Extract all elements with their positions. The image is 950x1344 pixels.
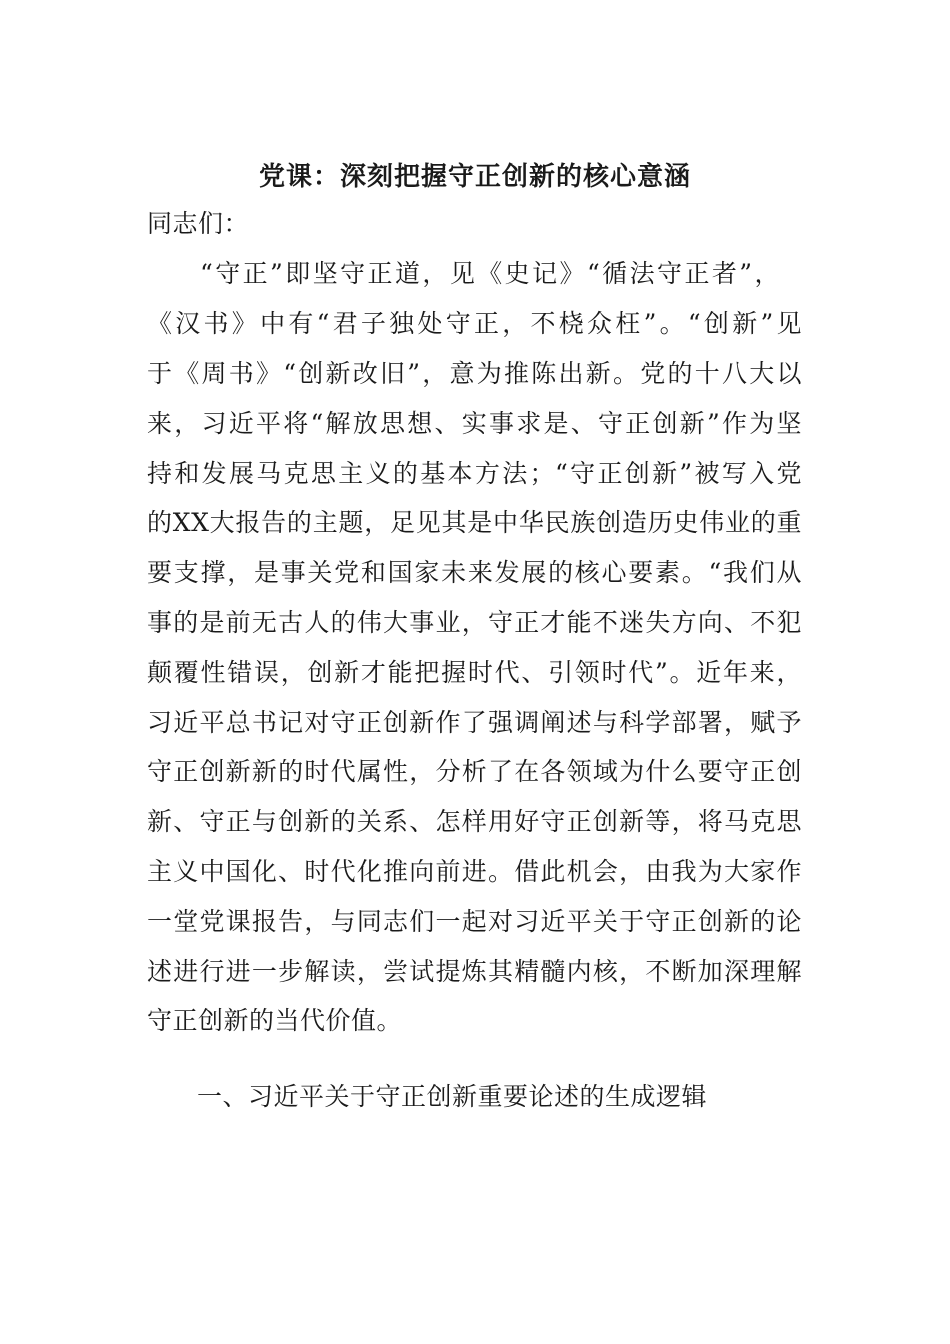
paragraph-line: 主义中国化、时代化推向前进。借此机会，由我为大家作 bbox=[147, 857, 802, 886]
paragraph-line: 守正创新新的时代属性，分析了在各领域为什么要守正创 bbox=[147, 757, 802, 786]
paragraph-line: 一堂党课报告，与同志们一起对习近平关于守正创新的论 bbox=[147, 907, 802, 936]
paragraph-line: 的XX大报告的主题，足见其是中华民族创造历史伟业的重 bbox=[147, 508, 802, 537]
paragraph-line: 新、守正与创新的关系、怎样用好守正创新等，将马克思 bbox=[147, 807, 802, 836]
paragraph-line: 来，习近平将“解放思想、实事求是、守正创新”作为坚 bbox=[147, 409, 802, 438]
section-heading: 一、习近平关于守正创新重要论述的生成逻辑 bbox=[197, 1082, 708, 1111]
paragraph-line: “守正”即坚守正道，见《史记》“循法守正者”， bbox=[200, 259, 780, 288]
paragraph-line: 述进行进一步解读，尝试提炼其精髓内核，不断加深理解 bbox=[147, 957, 802, 986]
paragraph-line: 事的是前无古人的伟大事业，守正才能不迷失方向、不犯 bbox=[147, 608, 802, 637]
page-title: 党课：深刻把握守正创新的核心意涵 bbox=[258, 162, 691, 192]
paragraph-line: 习近平总书记对守正创新作了强调阐述与科学部署，赋予 bbox=[147, 708, 802, 737]
paragraph-line: 守正创新的当代价值。 bbox=[147, 1006, 403, 1035]
paragraph-line: 要支撑，是事关党和国家未来发展的核心要素。“我们从 bbox=[147, 558, 802, 587]
paragraph-line: 于《周书》“创新改旧”，意为推陈出新。党的十八大以 bbox=[147, 359, 802, 388]
salutation: 同志们： bbox=[147, 209, 250, 238]
paragraph-line: 颠覆性错误，创新才能把握时代、引领时代”。近年来， bbox=[147, 658, 802, 687]
paragraph-line: 《汉书》中有“君子独处守正，不桡众枉”。“创新”见 bbox=[147, 309, 802, 338]
paragraph-line: 持和发展马克思主义的基本方法；“守正创新”被写入党 bbox=[147, 459, 802, 488]
